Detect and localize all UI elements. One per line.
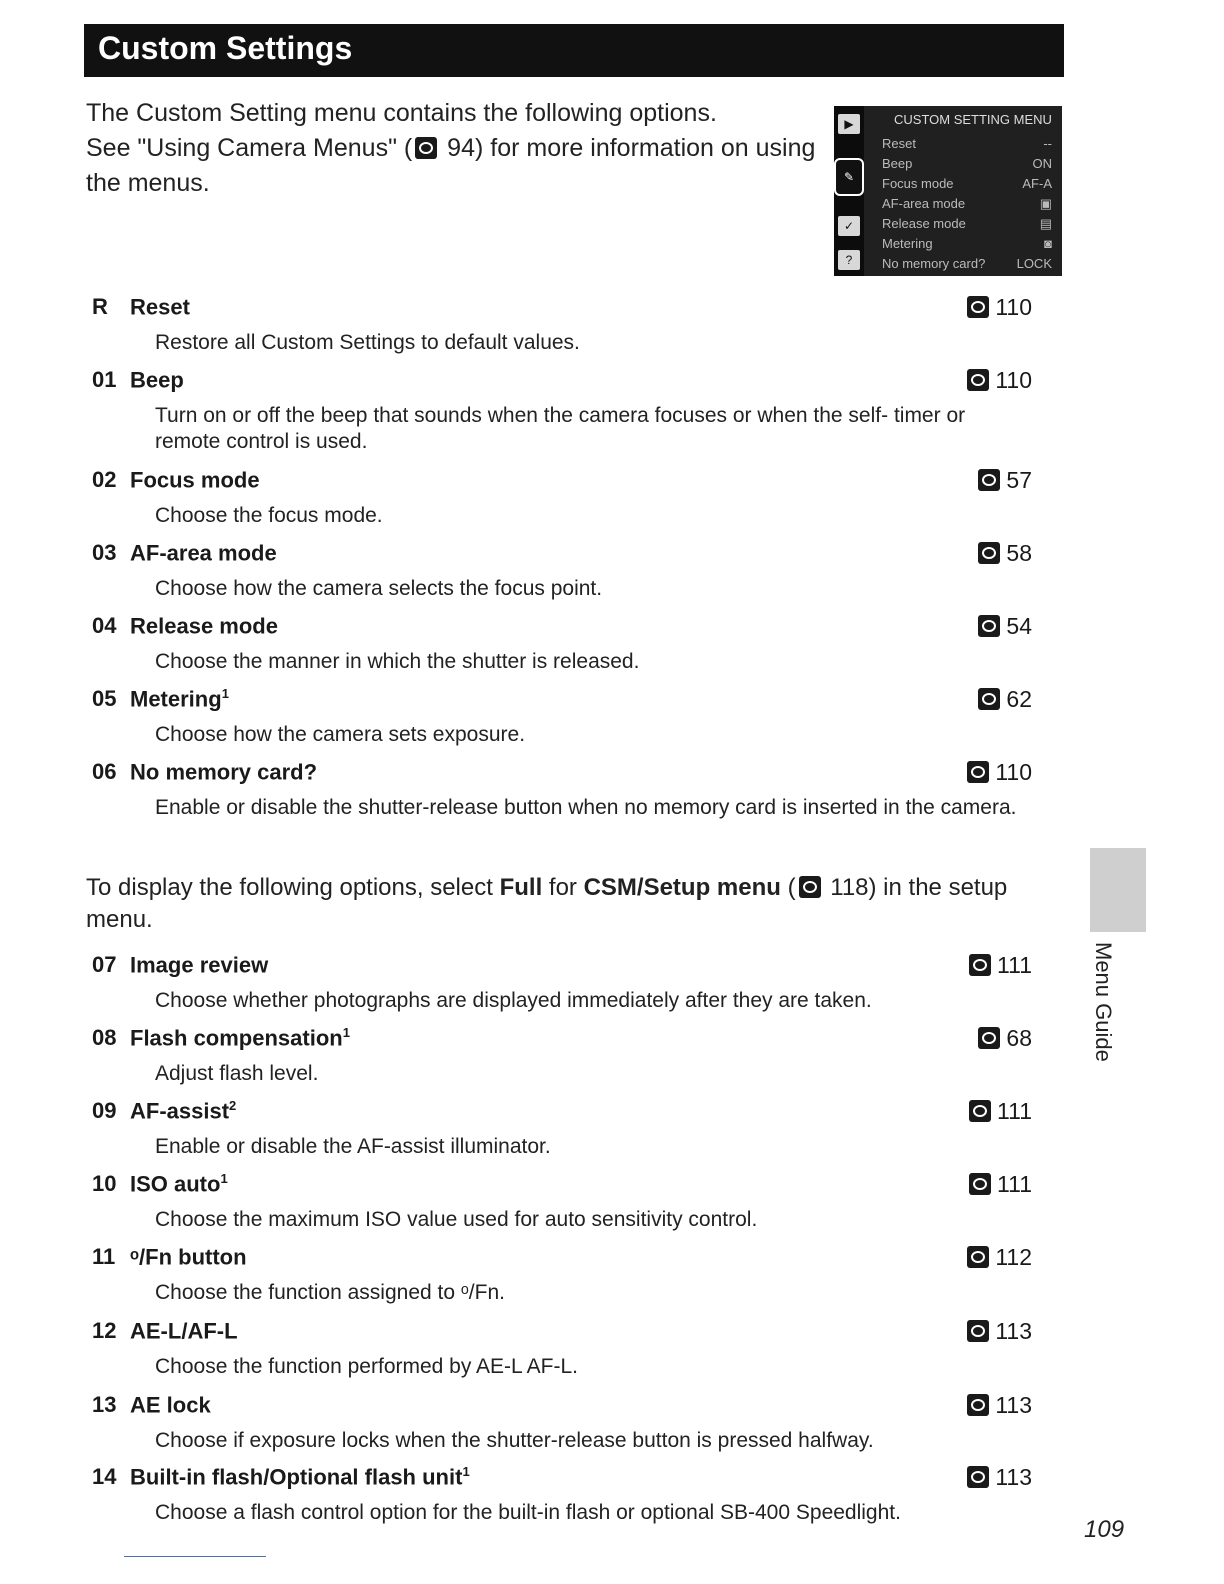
setting-item [92, 294, 1032, 356]
item-description: Choose the function performed by AE-L AF-L. [155, 1355, 578, 1378]
camera-menu-row: AF-area mode ▣ [882, 196, 1052, 211]
item-page: 58 [1006, 540, 1032, 566]
footer-rule [124, 1556, 266, 1557]
item-page: 111 [997, 1171, 1032, 1197]
page-reference-icon [969, 954, 991, 976]
item-title: ISO auto [130, 1171, 221, 1197]
item-description: Enable or disable the AF-assist illuminator. [155, 1135, 551, 1158]
setting-item [92, 540, 1032, 602]
page-reference-icon [415, 137, 437, 159]
item-description: Choose how the camera selects the focus point. [155, 577, 603, 600]
item-number: 05 [92, 686, 117, 712]
page-reference-icon [967, 296, 989, 318]
page-reference-icon [967, 1394, 989, 1416]
intro-line-2-start: See "Using Camera Menus" ( [86, 134, 413, 162]
item-description: Choose how the camera sets exposure. [155, 723, 526, 746]
item-title: AF-area mode [130, 540, 277, 566]
item-page: 113 [995, 1464, 1032, 1490]
intro-line-2 [86, 131, 826, 201]
page-reference-icon [978, 542, 1000, 564]
setting-item [92, 367, 1032, 455]
intro-text [86, 96, 826, 201]
camera-menu-row: Beep ON [882, 156, 1052, 171]
item-title: AE-L/AF-L [130, 1318, 238, 1344]
camera-menu-row: Release mode ▤ [882, 216, 1052, 231]
camera-menu-row: Metering ◙ [882, 236, 1052, 251]
setting-item [92, 759, 1032, 821]
item-number: 09 [92, 1098, 117, 1124]
setting-item [92, 467, 1032, 529]
setting-item [92, 1318, 1032, 1380]
setting-item: 08 Flash compensation$^1$ 68 Adjust flash level. [92, 1025, 1032, 1085]
page-number: 109 [1084, 1516, 1125, 1543]
item-page: 110 [995, 759, 1032, 785]
item-description: Choose if exposure locks when the shutter-release button is pressed halfway. [155, 1429, 874, 1452]
page-title: Custom Settings [98, 30, 353, 66]
item-title: Image review [130, 952, 269, 978]
item-title: Reset [130, 294, 190, 320]
item-page: 62 [1006, 686, 1032, 712]
item-description: Turn on or off the beep that sounds when the camera focuses or when the self- timer or remote control is used. [155, 404, 966, 453]
setting-item: 14 Built-in flash/Optional flash unit$^1$ 113 Choose a flash control option for the built-in flash or optional SB-400 Speedlight. [92, 1464, 1032, 1524]
item-description: Choose the maximum ISO value used for auto sensitivity control. [155, 1208, 758, 1231]
page-reference-icon [967, 761, 989, 783]
item-description: Adjust flash level. [155, 1062, 319, 1085]
item-number: 12 [92, 1318, 117, 1344]
help-tab-icon: ? [838, 250, 860, 270]
item-number: 13 [92, 1392, 117, 1418]
item-description: Enable or disable the shutter-release button when no memory card is inserted in the camera. [155, 796, 1017, 819]
page-reference-icon [978, 615, 1000, 637]
item-number: 11 [92, 1244, 116, 1270]
section-label: Menu Guide [1091, 942, 1116, 1062]
item-title: Flash compensation [130, 1025, 343, 1051]
header-bar [84, 24, 1064, 77]
camera-menu-tabs [834, 106, 864, 276]
camera-menu-row: Focus mode AF-A [882, 176, 1052, 191]
setting-item [92, 613, 1032, 675]
page-reference-icon [978, 688, 1000, 710]
item-number: 07 [92, 952, 117, 978]
setting-item: 09 AF-assist$^2$ 111 Enable or disable the AF-assist illuminator. [92, 1098, 1032, 1158]
item-page: 112 [995, 1244, 1032, 1270]
setting-item [92, 1392, 1032, 1454]
camera-menu-screenshot [834, 106, 1062, 276]
item-number: 10 [92, 1171, 117, 1197]
item-page: 57 [1006, 467, 1032, 493]
item-description: Choose a flash control option for the built-in flash or optional SB-400 Speedlight. [155, 1501, 901, 1524]
page-reference-icon [967, 1320, 989, 1342]
setting-item: 10 ISO auto$^1$ 111 Choose the maximum ISO value used for auto sensitivity control. [92, 1171, 1032, 1231]
item-number: 06 [92, 759, 117, 785]
item-title: AF-assist [130, 1098, 230, 1124]
item-page: 113 [995, 1392, 1032, 1418]
camera-menu-row: No memory card? LOCK [882, 256, 1052, 271]
item-page: 110 [995, 367, 1032, 393]
item-title: ᵒ/Fn button [130, 1244, 247, 1270]
item-title: No memory card? [130, 759, 318, 785]
full-menu-note: To display the following options, select Full for CSM/Setup menu ( 118) in the setup menu. [86, 874, 1008, 933]
item-page: 54 [1006, 613, 1032, 639]
camera-menu-row: Reset -- [882, 136, 1052, 151]
item-page: 113 [995, 1318, 1032, 1344]
item-description: Choose whether photographs are displayed immediately after they are taken. [155, 989, 872, 1012]
item-number: 03 [92, 540, 117, 566]
intro-line-2-end: 94) for more information on using the menus. [86, 134, 816, 197]
setting-item [92, 952, 1032, 1014]
section-tab [1090, 848, 1146, 932]
page-reference-icon [799, 876, 821, 898]
page-reference-icon [969, 1173, 991, 1195]
item-number: R [92, 294, 108, 320]
page-reference-icon [967, 1466, 989, 1488]
item-title: Focus mode [130, 467, 260, 493]
playback-tab-icon: ▶ [838, 114, 860, 134]
item-number: 04 [92, 613, 117, 639]
item-page: 110 [995, 294, 1032, 320]
page-reference-icon [967, 1246, 989, 1268]
pencil-tab-icon: ✎ [834, 158, 864, 196]
page-reference-icon [978, 1027, 1000, 1049]
item-description: Restore all Custom Settings to default values. [155, 331, 580, 354]
item-page: 68 [1006, 1025, 1032, 1051]
item-number: 08 [92, 1025, 117, 1051]
setting-item: 05 Metering$^1$ 62 Choose how the camera sets exposure. [92, 686, 1032, 746]
page-reference-icon [978, 469, 1000, 491]
item-description: Choose the function assigned to ᵒ/Fn. [155, 1281, 505, 1304]
intro-line-1: The Custom Setting menu contains the following options. [86, 99, 717, 127]
item-title: Beep [130, 367, 184, 393]
item-number: 14 [92, 1464, 117, 1490]
page-reference-icon [969, 1100, 991, 1122]
item-page: 111 [997, 1098, 1032, 1124]
item-title: AE lock [130, 1392, 211, 1418]
retouch-tab-icon: ✓ [838, 216, 860, 236]
camera-menu-title: CUSTOM SETTING MENU [894, 112, 1052, 127]
item-number: 01 [92, 367, 117, 393]
item-number: 02 [92, 467, 117, 493]
item-description: Choose the manner in which the shutter is released. [155, 650, 640, 673]
page-reference-icon [967, 369, 989, 391]
item-title: Built-in flash/Optional flash unit [130, 1464, 463, 1490]
item-description: Choose the focus mode. [155, 504, 383, 527]
item-title: Release mode [130, 613, 278, 639]
item-title: Metering [130, 686, 222, 712]
item-page: 111 [997, 952, 1032, 978]
setting-item [92, 1244, 1032, 1306]
